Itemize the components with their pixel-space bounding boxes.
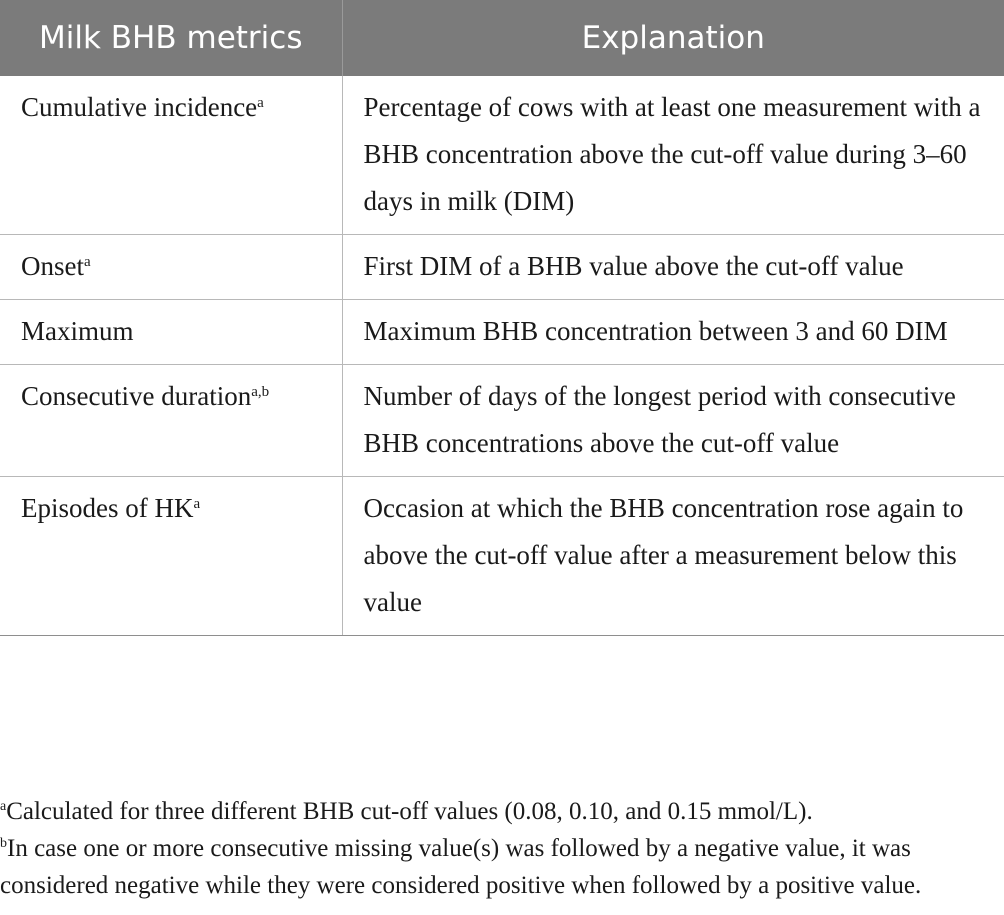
- table-row: [0, 477, 1004, 636]
- footnote-mark: a: [0, 799, 7, 814]
- footnote-marker: a,b: [251, 384, 270, 400]
- explanation-cell: Occasion at which the BHB concentration rose again to above the cut-off value after a measurement below this value: [342, 477, 1004, 636]
- table-footnotes: [0, 793, 1004, 904]
- table-row: [0, 235, 1004, 300]
- metric-cell: [0, 300, 342, 365]
- metric-name: Maximum: [21, 316, 134, 346]
- footnote-b-continued: considered negative while they were considered positive when followed by a positive value.: [0, 872, 922, 899]
- table-row: [0, 365, 1004, 477]
- footnote-b: [0, 830, 1004, 867]
- metric-cell: [0, 477, 342, 636]
- explanation-cell: Percentage of cows with at least one measurement with a BHB concentration above the cut-off value during 3–60 days in milk (DIM): [342, 76, 1004, 235]
- explanation-cell: Maximum BHB concentration between 3 and 60 DIM: [342, 300, 1004, 365]
- footnote-text: In case one or more consecutive missing value(s) was followed by a negative value, it was: [7, 835, 911, 862]
- metric-cell: [0, 76, 342, 235]
- table-row: [0, 76, 1004, 235]
- footnote-a: [0, 793, 1004, 830]
- footnote-marker: a: [257, 95, 264, 111]
- metric-cell: [0, 235, 342, 300]
- footnote-text: Calculated for three different BHB cut-off values (0.08, 0.10, and 0.15 mmol/L).: [6, 798, 813, 825]
- metric-name: Consecutive duration: [21, 381, 252, 411]
- metric-name: Onset: [21, 251, 84, 281]
- column-header-metrics: Milk BHB metrics: [0, 0, 342, 76]
- explanation-cell: First DIM of a BHB value above the cut-off value: [342, 235, 1004, 300]
- footnote-marker: a: [193, 496, 201, 512]
- footnote-mark: b: [0, 836, 7, 851]
- column-header-explanation: Explanation: [342, 0, 1004, 76]
- metric-name: Episodes of HK: [21, 493, 194, 523]
- table-row: [0, 300, 1004, 365]
- footnote-marker: a: [84, 254, 91, 270]
- explanation-cell: Number of days of the longest period with consecutive BHB concentrations above the cut-off value: [342, 365, 1004, 477]
- table-header-row: [0, 0, 1004, 76]
- metric-name: Cumulative incidence: [21, 92, 258, 122]
- metric-cell: [0, 365, 342, 477]
